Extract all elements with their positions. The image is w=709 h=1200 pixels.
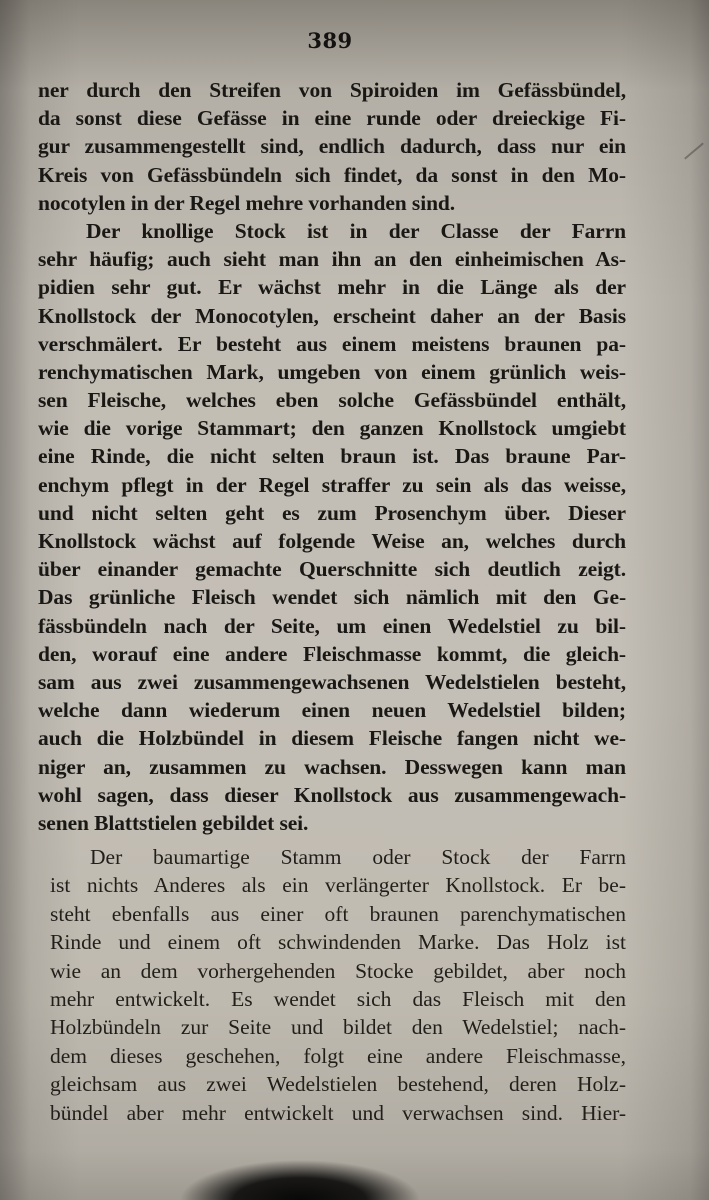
text-line: eine Rinde, die nicht selten braun ist. Das braune Par- [38,444,626,469]
text-line: über einander gemachte Querschnitte sich deutlich zeigt. [38,557,626,582]
text-line: wohl sagen, dass dieser Knollstock aus zusammengewach- [38,782,626,807]
margin-mark [684,143,704,160]
text-line: sam aus zwei zusammengewachsenen Wedelstielen besteht, [38,669,626,694]
text-line: gleichsam aus zwei Wedelstielen bestehend, deren Holz- [50,1072,626,1097]
text-line: gur zusammengestellt sind, endlich dadurch, dass nur ein [38,134,626,159]
text-line: und nicht selten geht es zum Prosenchym über. Dieser [38,500,626,525]
text-line: senen Blattstielen gebildet sei. [38,810,309,835]
text-line: da sonst diese Gefässe in eine runde oder dreieckige Fi- [38,106,626,131]
text-line: fässbündeln nach der Seite, um einen Wedelstiel zu bil- [38,613,626,638]
text-line: Der knollige Stock ist in der Classe der Farrn [86,218,626,243]
text-line: ner durch den Streifen von Spiroiden im Gefässbündel, [38,78,626,102]
text-line: sen Fleische, welches eben solche Gefässbündel enthält, [38,388,626,413]
text-line: Knollstock der Monocotylen, erscheint daher an der Basis [38,303,626,328]
text-line: niger an, zusammen zu wachsen. Desswegen kann man [38,754,626,779]
text-line: renchymatischen Mark, umgeben von einem grünlich weis- [38,359,626,384]
text-line: pidien sehr gut. Er wächst mehr in die Länge als der [38,275,626,300]
text-line: enchym pflegt in der Regel straffer zu sein als das weisse, [38,472,626,497]
paragraph [38,76,626,217]
text-line: bündel aber mehr entwickelt und verwachsen sind. Hier- [50,1100,626,1125]
text-line: sehr häufig; auch sieht man ihn an den einheimischen As- [38,247,626,272]
text-line: verschmälert. Er besteht aus einem meistens braunen pa- [38,331,626,356]
text-line: ist nichts Anderes als ein verlängerter Knollstock. Er be- [50,873,626,898]
text-line: Holzbündeln zur Seite und bildet den Wedelstiel; nach- [50,1015,626,1040]
text-line: wie an dem vorhergehenden Stocke gebildet, aber noch [50,958,626,983]
text-line: Das grünliche Fleisch wendet sich nämlich mit den Ge- [38,585,626,610]
text-line: nocotylen in der Regel mehre vorhanden sind. [38,190,456,215]
text-line: den, worauf eine andere Fleischmasse kommt, die gleich- [38,641,626,666]
text-line: Rinde und einem oft schwindenden Marke. Das Holz ist [50,930,626,955]
paragraph [38,217,626,837]
paragraph [38,843,626,1127]
page-body [38,76,626,1127]
text-line: steht ebenfalls aus einer oft braunen parenchymatischen [50,901,626,926]
text-line: auch die Holzbündel in diesem Fleische fangen nicht we- [38,726,626,751]
text-line: welche dann wiederum einen neuen Wedelstiel bilden; [38,698,626,723]
text-line: Kreis von Gefässbündeln sich findet, da sonst in den Mo- [38,162,626,187]
page-number: 389 [307,28,353,53]
text-line: dem dieses geschehen, folgt eine andere Fleischmasse, [50,1043,626,1068]
text-line: Der baumartige Stamm oder Stock der Farrn [90,845,626,870]
text-line: mehr entwickelt. Es wendet sich das Fleisch mit den [50,987,626,1012]
text-line: Knollstock wächst auf folgende Weise an, welches durch [38,529,626,553]
text-line: wie die vorige Stammart; den ganzen Knollstock umgiebt [38,416,626,441]
